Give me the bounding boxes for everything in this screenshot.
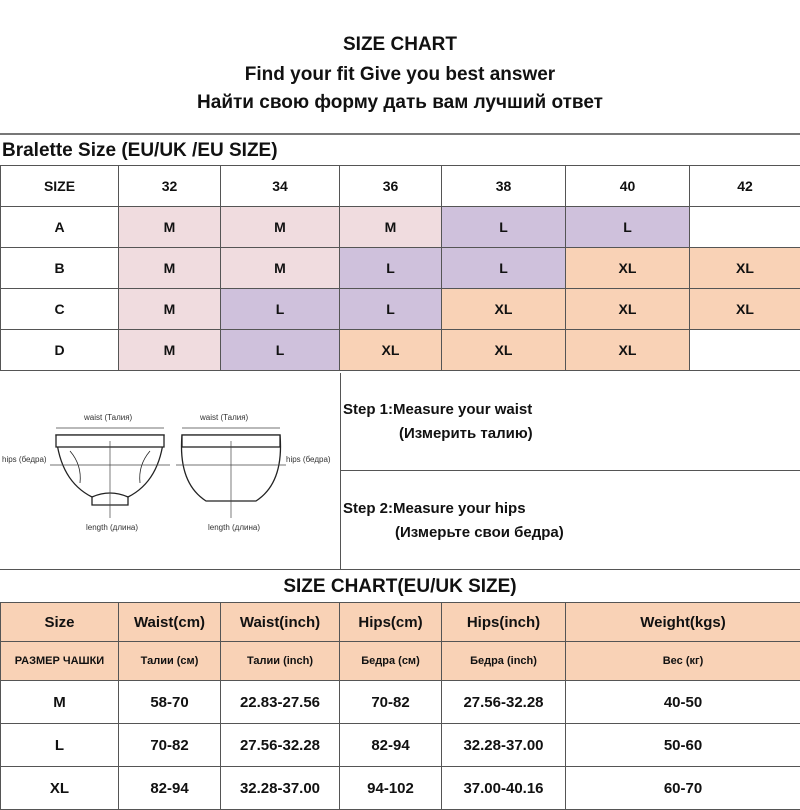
size-label-cell: L	[1, 724, 119, 767]
size-cell: M	[119, 289, 221, 330]
size-cell: M	[119, 207, 221, 248]
measurement-cell: 40-50	[566, 681, 800, 724]
size-cell: XL	[442, 289, 566, 330]
cup-size-cell: D	[1, 330, 119, 371]
step-1-russian: (Измерить талию)	[399, 425, 533, 442]
header-cell: Size	[1, 603, 119, 642]
size-label-cell: M	[1, 681, 119, 724]
measurement-cell: 27.56-32.28	[221, 724, 340, 767]
size-cell: L	[340, 289, 442, 330]
size-cell: XL	[566, 248, 690, 289]
size-cell: L	[566, 207, 690, 248]
step-1-box	[341, 373, 800, 471]
size-cell: M	[221, 248, 340, 289]
measurement-cell: 70-82	[340, 681, 442, 724]
size-cell: L	[221, 330, 340, 371]
bralette-row	[1, 330, 800, 371]
size-cell	[690, 207, 800, 248]
hips-label-back: hips (бедра)	[286, 455, 331, 464]
size-cell: XL	[690, 289, 800, 330]
measurement-cell: 32.28-37.00	[442, 724, 566, 767]
bralette-size-table	[0, 165, 800, 371]
band-size-header: 34	[221, 166, 340, 207]
size-cell: XL	[566, 289, 690, 330]
size-cell: M	[340, 207, 442, 248]
bralette-row	[1, 289, 800, 330]
measurement-cell: 22.83-27.56	[221, 681, 340, 724]
measurement-diagram-section	[0, 373, 800, 570]
size-cell: L	[442, 248, 566, 289]
band-size-header: 40	[566, 166, 690, 207]
band-size-header: 36	[340, 166, 442, 207]
measurement-steps	[341, 373, 800, 569]
band-size-header: 32	[119, 166, 221, 207]
size-cell	[690, 330, 800, 371]
bralette-row	[1, 207, 800, 248]
cup-size-cell: A	[1, 207, 119, 248]
panty-diagram-icon	[0, 373, 340, 569]
size-chart-header-row	[1, 603, 800, 642]
header-cell: Waist(cm)	[119, 603, 221, 642]
header-cell: Hips(inch)	[442, 603, 566, 642]
bralette-row	[1, 248, 800, 289]
header-cell-russian: Талии (см)	[119, 642, 221, 681]
size-cell: L	[340, 248, 442, 289]
size-chart-header-row-russian	[1, 642, 800, 681]
step-2-russian: (Измерьте свои бедра)	[395, 524, 564, 541]
measurement-cell: 27.56-32.28	[442, 681, 566, 724]
size-cell: XL	[340, 330, 442, 371]
subtitle-english: Find your fit Give you best answer	[0, 64, 800, 86]
size-chart-row	[1, 724, 800, 767]
header-cell: Waist(inch)	[221, 603, 340, 642]
size-cell: M	[119, 248, 221, 289]
header-cell-russian: Бедра (inch)	[442, 642, 566, 681]
step-2-text: Step 2:Measure your hips	[343, 500, 526, 517]
size-cell: XL	[566, 330, 690, 371]
header-cell: Weight(kgs)	[566, 603, 800, 642]
measurement-cell: 82-94	[340, 724, 442, 767]
size-cell: M	[119, 330, 221, 371]
measurement-cell: 94-102	[340, 767, 442, 810]
waist-label-back: waist (Талия)	[200, 413, 248, 422]
size-chart-row	[1, 767, 800, 810]
measurement-cell: 37.00-40.16	[442, 767, 566, 810]
diagram-illustration	[0, 373, 341, 569]
size-cell: XL	[442, 330, 566, 371]
size-label-cell: XL	[1, 767, 119, 810]
step-1-text: Step 1:Measure your waist	[343, 401, 532, 418]
header-cell-russian: Бедра (см)	[340, 642, 442, 681]
measurement-cell: 58-70	[119, 681, 221, 724]
header-cell-russian: Вес (кг)	[566, 642, 800, 681]
hips-label-front: hips (бедра)	[2, 455, 47, 464]
cup-size-cell: B	[1, 248, 119, 289]
measurement-cell: 60-70	[566, 767, 800, 810]
header-cell-russian: Талии (inch)	[221, 642, 340, 681]
measurement-cell: 50-60	[566, 724, 800, 767]
size-cell: L	[221, 289, 340, 330]
page-title: SIZE CHART	[0, 34, 800, 56]
size-cell: XL	[690, 248, 800, 289]
size-chart-row	[1, 681, 800, 724]
header-cell-russian: РАЗМЕР ЧАШКИ	[1, 642, 119, 681]
length-label-back: length (длина)	[208, 523, 260, 532]
header-cell: Hips(cm)	[340, 603, 442, 642]
size-chart-table	[0, 602, 800, 810]
size-cell: L	[442, 207, 566, 248]
measurement-cell: 70-82	[119, 724, 221, 767]
size-cell: M	[221, 207, 340, 248]
bralette-header-row	[1, 166, 800, 207]
size-chart-title: SIZE CHART(EU/UK SIZE)	[0, 570, 800, 604]
measurement-cell: 32.28-37.00	[221, 767, 340, 810]
length-label-front: length (длина)	[86, 523, 138, 532]
band-size-header: 42	[690, 166, 800, 207]
cup-size-cell: C	[1, 289, 119, 330]
waist-label-front: waist (Талия)	[84, 413, 132, 422]
bralette-section-title: Bralette Size (EU/UK /EU SIZE)	[0, 133, 800, 165]
corner-cell: SIZE	[1, 166, 119, 207]
measurement-cell: 82-94	[119, 767, 221, 810]
band-size-header: 38	[442, 166, 566, 207]
subtitle-russian: Найти свою форму дать вам лучший ответ	[0, 92, 800, 114]
